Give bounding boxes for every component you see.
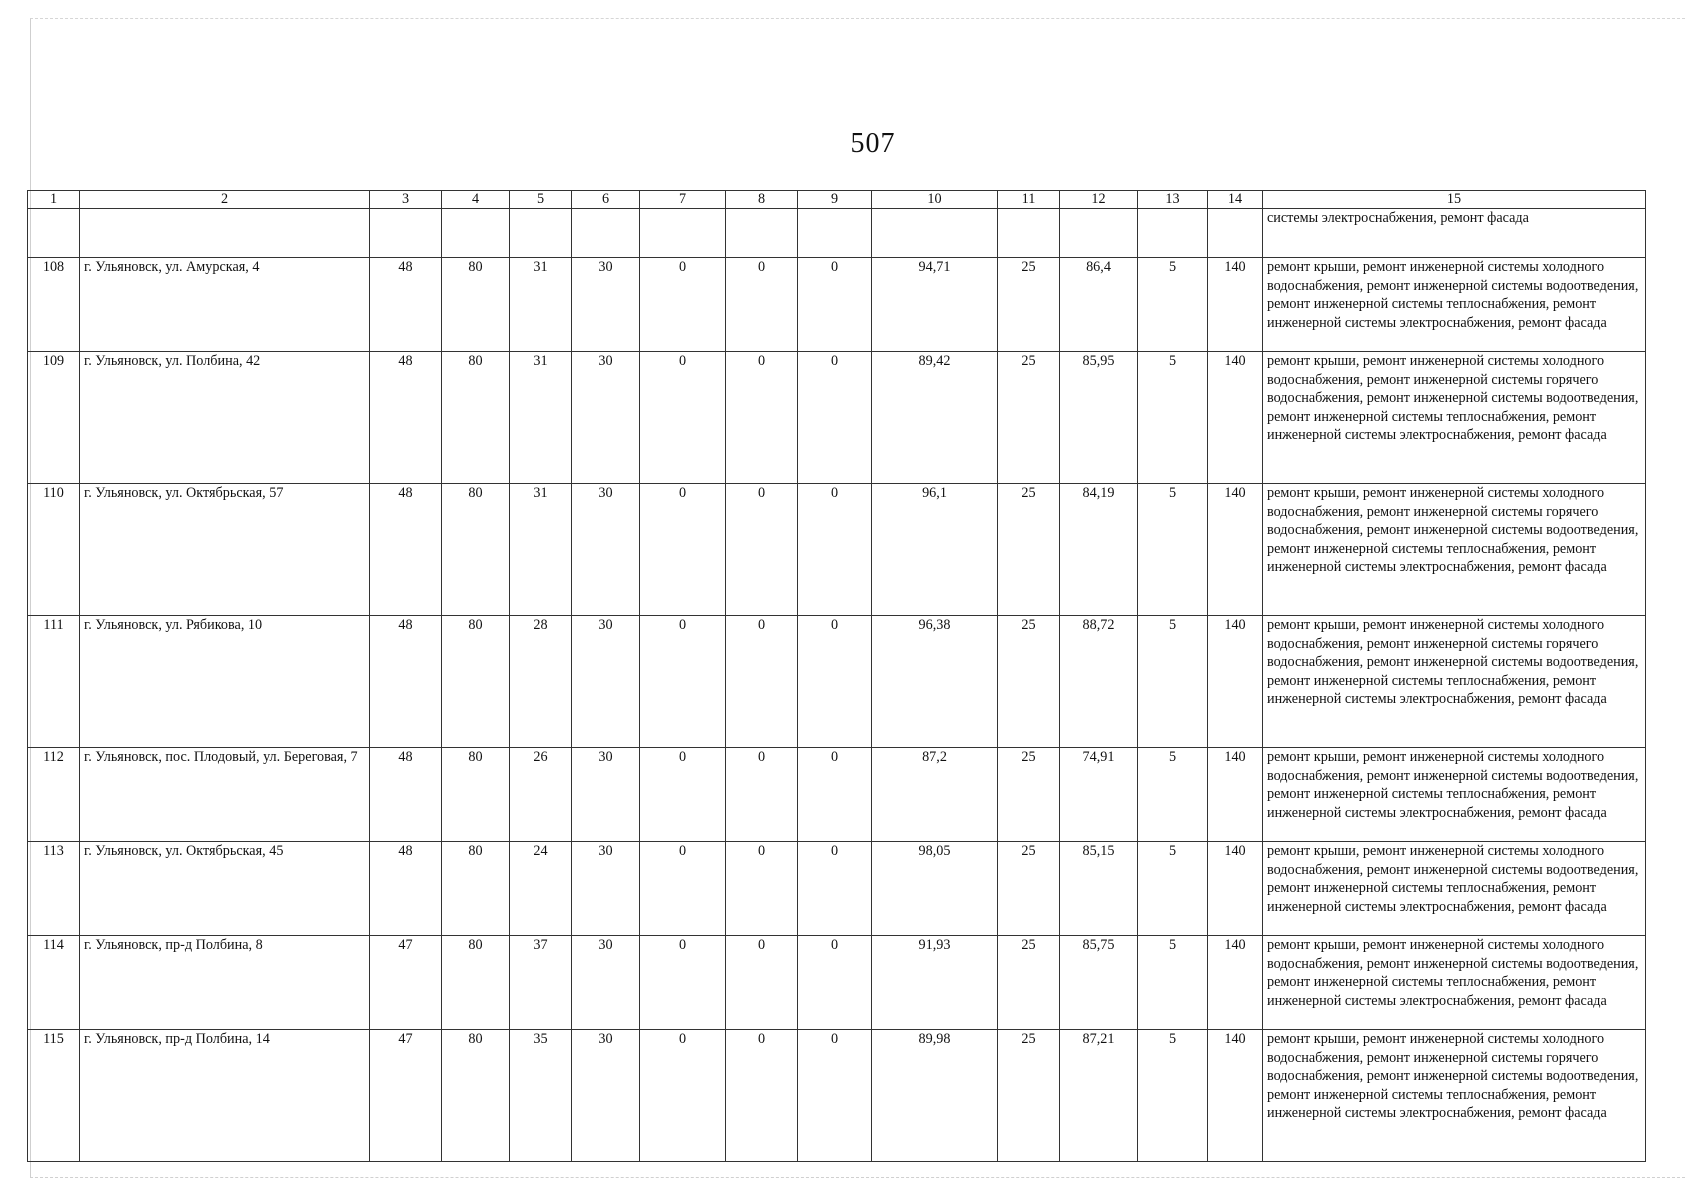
value-cell-13: 5 xyxy=(1138,842,1208,936)
value-cell-11: 25 xyxy=(998,352,1060,484)
value-cell-14: 140 xyxy=(1208,936,1263,1030)
value-cell-5: 24 xyxy=(510,842,572,936)
value-cell-6: 30 xyxy=(572,936,640,1030)
value-cell-5: 26 xyxy=(510,748,572,842)
value-cell-8: 0 xyxy=(726,842,798,936)
value-cell-5: 37 xyxy=(510,936,572,1030)
value-cell-11: 25 xyxy=(998,616,1060,748)
table-row xyxy=(28,842,1646,936)
value-cell-3: 48 xyxy=(370,748,442,842)
value-cell-9: 0 xyxy=(798,1030,872,1162)
value-cell-3: 47 xyxy=(370,1030,442,1162)
value-cell-3: 48 xyxy=(370,842,442,936)
address-cell: г. Ульяновск, пр-д Полбина, 14 xyxy=(80,1030,370,1162)
value-cell-10: 89,42 xyxy=(872,352,998,484)
value-cell-14: 140 xyxy=(1208,616,1263,748)
value-cell-12: 87,21 xyxy=(1060,1030,1138,1162)
works-cell: ремонт крыши, ремонт инженерной системы холодного водоснабжения, ремонт инженерной системы горячего водоснабжения, ремонт инженерной системы водоотведения, ремонт инженерной системы теплоснабжения, ремонт инженерной системы электроснабжения, ремонт фасада xyxy=(1263,352,1646,484)
value-cell-4: 80 xyxy=(442,748,510,842)
continued-works-text: системы электроснабжения, ремонт фасада xyxy=(1263,209,1646,258)
value-cell-8: 0 xyxy=(726,936,798,1030)
value-cell-4: 80 xyxy=(442,616,510,748)
value-cell-7: 0 xyxy=(640,258,726,352)
address-cell: г. Ульяновск, пр-д Полбина, 8 xyxy=(80,936,370,1030)
works-cell: ремонт крыши, ремонт инженерной системы холодного водоснабжения, ремонт инженерной системы горячего водоснабжения, ремонт инженерной системы водоотведения, ремонт инженерной системы теплоснабжения, ремонт инженерной системы электроснабжения, ремонт фасада xyxy=(1263,1030,1646,1162)
value-cell-12: 85,15 xyxy=(1060,842,1138,936)
column-number-row xyxy=(28,191,1646,209)
value-cell-14: 140 xyxy=(1208,352,1263,484)
address-cell: г. Ульяновск, ул. Полбина, 42 xyxy=(80,352,370,484)
value-cell-14: 140 xyxy=(1208,1030,1263,1162)
value-cell-14: 140 xyxy=(1208,258,1263,352)
works-cell: ремонт крыши, ремонт инженерной системы холодного водоснабжения, ремонт инженерной системы горячего водоснабжения, ремонт инженерной системы водоотведения, ремонт инженерной системы теплоснабжения, ремонт инженерной системы электроснабжения, ремонт фасада xyxy=(1263,484,1646,616)
value-cell-12: 85,75 xyxy=(1060,936,1138,1030)
value-cell-7: 0 xyxy=(640,748,726,842)
table-row xyxy=(28,748,1646,842)
col-header-6: 6 xyxy=(572,191,640,209)
col-header-8: 8 xyxy=(726,191,798,209)
value-cell-13: 5 xyxy=(1138,936,1208,1030)
row-number-cell: 115 xyxy=(28,1030,80,1162)
value-cell-4: 80 xyxy=(442,258,510,352)
value-cell-9: 0 xyxy=(798,748,872,842)
col-header-3: 3 xyxy=(370,191,442,209)
address-cell: г. Ульяновск, пос. Плодовый, ул. Береговая, 7 xyxy=(80,748,370,842)
row-number-cell: 113 xyxy=(28,842,80,936)
value-cell-9: 0 xyxy=(798,258,872,352)
table-row xyxy=(28,1030,1646,1162)
col-header-4: 4 xyxy=(442,191,510,209)
table-row xyxy=(28,936,1646,1030)
value-cell-7: 0 xyxy=(640,1030,726,1162)
value-cell-12: 84,19 xyxy=(1060,484,1138,616)
address-cell: г. Ульяновск, ул. Рябикова, 10 xyxy=(80,616,370,748)
value-cell-3: 48 xyxy=(370,352,442,484)
col-header-15: 15 xyxy=(1263,191,1646,209)
value-cell-6: 30 xyxy=(572,352,640,484)
value-cell-8: 0 xyxy=(726,748,798,842)
col-header-9: 9 xyxy=(798,191,872,209)
value-cell-13: 5 xyxy=(1138,484,1208,616)
row-number-cell: 114 xyxy=(28,936,80,1030)
value-cell-13: 5 xyxy=(1138,748,1208,842)
address-cell: г. Ульяновск, ул. Амурская, 4 xyxy=(80,258,370,352)
value-cell-8: 0 xyxy=(726,352,798,484)
table-row xyxy=(28,352,1646,484)
value-cell-3: 48 xyxy=(370,258,442,352)
value-cell-5: 31 xyxy=(510,352,572,484)
value-cell-4: 80 xyxy=(442,484,510,616)
value-cell-12: 86,4 xyxy=(1060,258,1138,352)
value-cell-6: 30 xyxy=(572,484,640,616)
value-cell-6: 30 xyxy=(572,1030,640,1162)
works-cell: ремонт крыши, ремонт инженерной системы холодного водоснабжения, ремонт инженерной системы водоотведения, ремонт инженерной системы теплоснабжения, ремонт инженерной системы электроснабжения, ремонт фасада xyxy=(1263,258,1646,352)
row-number-cell: 111 xyxy=(28,616,80,748)
works-cell: ремонт крыши, ремонт инженерной системы холодного водоснабжения, ремонт инженерной системы водоотведения, ремонт инженерной системы теплоснабжения, ремонт инженерной системы электроснабжения, ремонт фасада xyxy=(1263,748,1646,842)
value-cell-8: 0 xyxy=(726,484,798,616)
value-cell-14: 140 xyxy=(1208,842,1263,936)
works-cell: ремонт крыши, ремонт инженерной системы холодного водоснабжения, ремонт инженерной системы водоотведения, ремонт инженерной системы теплоснабжения, ремонт инженерной системы электроснабжения, ремонт фасада xyxy=(1263,936,1646,1030)
row-number-cell: 109 xyxy=(28,352,80,484)
value-cell-8: 0 xyxy=(726,1030,798,1162)
table-row xyxy=(28,258,1646,352)
continued-row xyxy=(28,209,1646,258)
col-header-2: 2 xyxy=(80,191,370,209)
value-cell-14: 140 xyxy=(1208,484,1263,616)
value-cell-4: 80 xyxy=(442,842,510,936)
value-cell-4: 80 xyxy=(442,936,510,1030)
value-cell-9: 0 xyxy=(798,842,872,936)
row-number-cell: 108 xyxy=(28,258,80,352)
value-cell-11: 25 xyxy=(998,936,1060,1030)
value-cell-11: 25 xyxy=(998,748,1060,842)
col-header-14: 14 xyxy=(1208,191,1263,209)
value-cell-12: 85,95 xyxy=(1060,352,1138,484)
value-cell-9: 0 xyxy=(798,936,872,1030)
col-header-7: 7 xyxy=(640,191,726,209)
table-row xyxy=(28,616,1646,748)
value-cell-11: 25 xyxy=(998,258,1060,352)
value-cell-9: 0 xyxy=(798,352,872,484)
value-cell-12: 74,91 xyxy=(1060,748,1138,842)
address-cell: г. Ульяновск, ул. Октябрьская, 45 xyxy=(80,842,370,936)
value-cell-7: 0 xyxy=(640,484,726,616)
value-cell-4: 80 xyxy=(442,1030,510,1162)
value-cell-6: 30 xyxy=(572,258,640,352)
row-number-cell: 110 xyxy=(28,484,80,616)
value-cell-13: 5 xyxy=(1138,352,1208,484)
value-cell-5: 31 xyxy=(510,258,572,352)
value-cell-6: 30 xyxy=(572,748,640,842)
table-row xyxy=(28,484,1646,616)
value-cell-10: 91,93 xyxy=(872,936,998,1030)
col-header-12: 12 xyxy=(1060,191,1138,209)
row-number-cell: 112 xyxy=(28,748,80,842)
works-cell: ремонт крыши, ремонт инженерной системы холодного водоснабжения, ремонт инженерной системы водоотведения, ремонт инженерной системы теплоснабжения, ремонт инженерной системы электроснабжения, ремонт фасада xyxy=(1263,842,1646,936)
value-cell-10: 98,05 xyxy=(872,842,998,936)
col-header-5: 5 xyxy=(510,191,572,209)
value-cell-8: 0 xyxy=(726,616,798,748)
value-cell-5: 35 xyxy=(510,1030,572,1162)
value-cell-8: 0 xyxy=(726,258,798,352)
value-cell-13: 5 xyxy=(1138,616,1208,748)
value-cell-7: 0 xyxy=(640,936,726,1030)
value-cell-3: 48 xyxy=(370,484,442,616)
value-cell-10: 89,98 xyxy=(872,1030,998,1162)
col-header-1: 1 xyxy=(28,191,80,209)
value-cell-11: 25 xyxy=(998,842,1060,936)
value-cell-5: 31 xyxy=(510,484,572,616)
value-cell-4: 80 xyxy=(442,352,510,484)
page-number: 507 xyxy=(850,128,896,159)
value-cell-9: 0 xyxy=(798,484,872,616)
value-cell-3: 48 xyxy=(370,616,442,748)
value-cell-10: 96,38 xyxy=(872,616,998,748)
value-cell-10: 94,71 xyxy=(872,258,998,352)
value-cell-13: 5 xyxy=(1138,1030,1208,1162)
value-cell-11: 25 xyxy=(998,1030,1060,1162)
value-cell-5: 28 xyxy=(510,616,572,748)
col-header-10: 10 xyxy=(872,191,998,209)
value-cell-10: 87,2 xyxy=(872,748,998,842)
value-cell-6: 30 xyxy=(572,842,640,936)
value-cell-11: 25 xyxy=(998,484,1060,616)
col-header-13: 13 xyxy=(1138,191,1208,209)
works-cell: ремонт крыши, ремонт инженерной системы холодного водоснабжения, ремонт инженерной системы горячего водоснабжения, ремонт инженерной системы водоотведения, ремонт инженерной системы теплоснабжения, ремонт инженерной системы электроснабжения, ремонт фасада xyxy=(1263,616,1646,748)
col-header-11: 11 xyxy=(998,191,1060,209)
value-cell-14: 140 xyxy=(1208,748,1263,842)
value-cell-9: 0 xyxy=(798,616,872,748)
value-cell-13: 5 xyxy=(1138,258,1208,352)
value-cell-6: 30 xyxy=(572,616,640,748)
value-cell-7: 0 xyxy=(640,842,726,936)
value-cell-7: 0 xyxy=(640,616,726,748)
value-cell-7: 0 xyxy=(640,352,726,484)
value-cell-12: 88,72 xyxy=(1060,616,1138,748)
data-table xyxy=(27,190,1646,1162)
value-cell-10: 96,1 xyxy=(872,484,998,616)
address-cell: г. Ульяновск, ул. Октябрьская, 57 xyxy=(80,484,370,616)
value-cell-3: 47 xyxy=(370,936,442,1030)
